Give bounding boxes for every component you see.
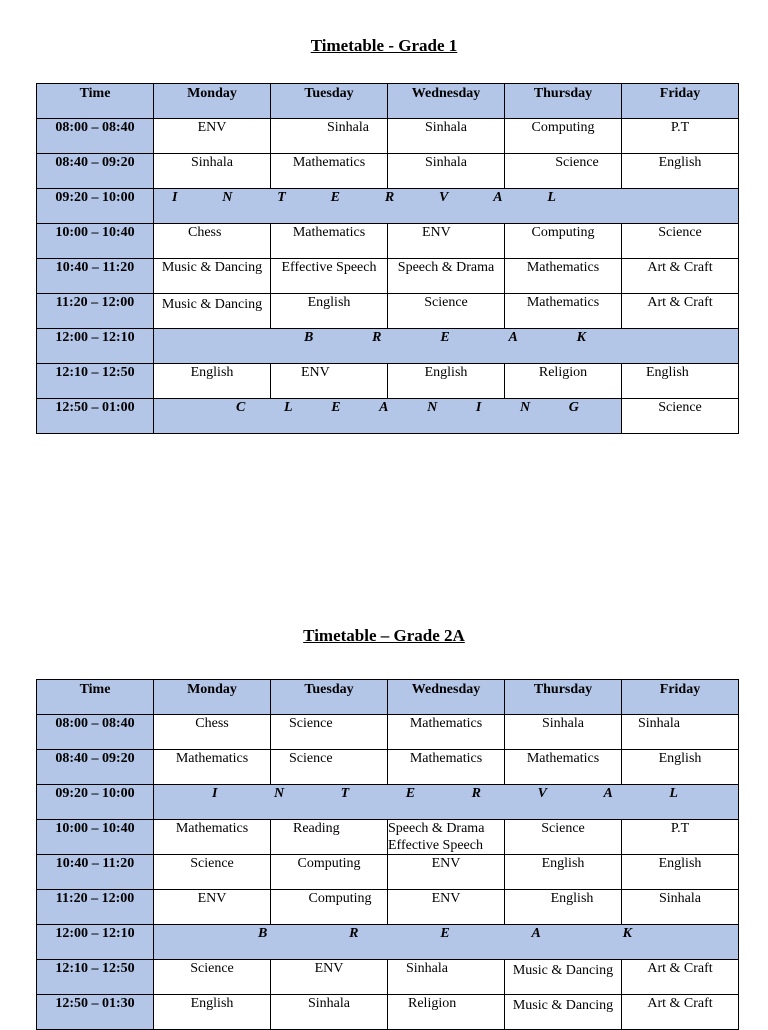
table-row bbox=[37, 715, 739, 750]
subject-cell: Mathematics bbox=[154, 820, 271, 855]
time-slot: 12:50 – 01:00 bbox=[37, 399, 154, 434]
subject-cell: English bbox=[622, 855, 739, 890]
band-letter: I bbox=[212, 786, 218, 801]
subject-cell: ENV bbox=[388, 890, 505, 925]
interval-row bbox=[37, 189, 739, 224]
band-letter: B bbox=[258, 926, 268, 941]
band-letter: N bbox=[427, 400, 438, 415]
subject-cell: Mathematics bbox=[505, 259, 622, 294]
band-letter: N bbox=[222, 190, 233, 205]
table-row bbox=[37, 820, 739, 855]
header-friday: Friday bbox=[622, 84, 739, 119]
subject-cell: English bbox=[271, 294, 388, 329]
band-letter: N bbox=[274, 786, 285, 801]
band-letter: E bbox=[440, 330, 450, 345]
table-row bbox=[37, 119, 739, 154]
time-slot: 08:00 – 08:40 bbox=[37, 119, 154, 154]
band-letter: K bbox=[622, 926, 632, 941]
subject-cell: English bbox=[622, 750, 739, 785]
subject-cell: Science bbox=[505, 154, 622, 189]
header-row bbox=[37, 680, 739, 715]
time-slot: 10:00 – 10:40 bbox=[37, 224, 154, 259]
subject-cell: Music & Dancing bbox=[154, 259, 271, 294]
subject-cell: Mathematics bbox=[505, 750, 622, 785]
break-band bbox=[154, 329, 739, 364]
time-slot: 12:00 – 12:10 bbox=[37, 925, 154, 960]
subject-cell: P.T bbox=[622, 820, 739, 855]
cleaning-row bbox=[37, 399, 739, 434]
band-letter: A bbox=[493, 190, 503, 205]
table-row bbox=[37, 890, 739, 925]
subject-cell: Computing bbox=[271, 855, 388, 890]
band-letter: K bbox=[576, 330, 586, 345]
table-row bbox=[37, 259, 739, 294]
time-slot: 09:20 – 10:00 bbox=[37, 189, 154, 224]
subject-cell: Sinhala bbox=[271, 119, 388, 154]
band-letter: E bbox=[331, 400, 341, 415]
subject-cell: ENV bbox=[271, 364, 388, 399]
break-row bbox=[37, 925, 739, 960]
subject-cell: Science bbox=[271, 715, 388, 750]
table-row bbox=[37, 154, 739, 189]
band-letter: L bbox=[283, 400, 293, 415]
table-row bbox=[37, 995, 739, 1030]
subject-cell: Religion bbox=[505, 364, 622, 399]
band-letter: C bbox=[236, 400, 246, 415]
subject-cell: Art & Craft bbox=[622, 960, 739, 995]
subject-cell: Music & Dancing bbox=[505, 995, 622, 1030]
header-monday: Monday bbox=[154, 84, 271, 119]
time-slot: 08:00 – 08:40 bbox=[37, 715, 154, 750]
subject-cell: English bbox=[388, 364, 505, 399]
subject-cell: ENV bbox=[271, 960, 388, 995]
subject-cell: Reading bbox=[271, 820, 388, 855]
interval-band bbox=[154, 189, 739, 224]
subject-cell: Mathematics bbox=[505, 294, 622, 329]
time-slot: 12:10 – 12:50 bbox=[37, 364, 154, 399]
subject-cell: Music & Dancing bbox=[505, 960, 622, 995]
subject-cell: Chess bbox=[154, 715, 271, 750]
table-row bbox=[37, 960, 739, 995]
subject-cell: Art & Craft bbox=[622, 259, 739, 294]
subject-cell: English bbox=[622, 154, 739, 189]
band-letter: R bbox=[384, 190, 395, 205]
band-letter: A bbox=[508, 330, 518, 345]
subject-cell: Sinhala bbox=[505, 715, 622, 750]
subject-cell: English bbox=[622, 364, 739, 399]
subject-cell: Science bbox=[271, 750, 388, 785]
time-slot: 11:20 – 12:00 bbox=[37, 294, 154, 329]
time-slot: 10:40 – 11:20 bbox=[37, 855, 154, 890]
subject-cell: Sinhala bbox=[154, 154, 271, 189]
subject-cell: Speech & Drama bbox=[388, 259, 505, 294]
header-tuesday: Tuesday bbox=[271, 680, 388, 715]
subject-cell: ENV bbox=[154, 890, 271, 925]
subject-cell: Sinhala bbox=[388, 154, 505, 189]
table-row bbox=[37, 224, 739, 259]
timetable-title: Timetable - Grade 1 bbox=[310, 36, 458, 55]
band-letter: R bbox=[372, 330, 382, 345]
band-letter: E bbox=[440, 926, 450, 941]
subject-cell: Sinhala bbox=[622, 890, 739, 925]
band-letter: G bbox=[568, 400, 579, 415]
header-friday: Friday bbox=[622, 680, 739, 715]
time-slot: 12:10 – 12:50 bbox=[37, 960, 154, 995]
time-slot: 12:00 – 12:10 bbox=[37, 329, 154, 364]
subject-cell: Computing bbox=[271, 890, 388, 925]
header-thursday: Thursday bbox=[505, 680, 622, 715]
subject-cell: Religion bbox=[388, 995, 505, 1030]
subject-cell: P.T bbox=[622, 119, 739, 154]
subject-cell: Mathematics bbox=[154, 750, 271, 785]
subject-cell: Mathematics bbox=[388, 715, 505, 750]
timetable-title: Timetable – Grade 2A bbox=[303, 626, 465, 645]
time-slot: 11:20 – 12:00 bbox=[37, 890, 154, 925]
subject-cell: Computing bbox=[505, 119, 622, 154]
header-monday: Monday bbox=[154, 680, 271, 715]
band-letter: V bbox=[537, 786, 547, 801]
time-slot: 09:20 – 10:00 bbox=[37, 785, 154, 820]
subject-cell: Science bbox=[622, 399, 739, 434]
header-time: Time bbox=[37, 84, 154, 119]
interval-band bbox=[154, 785, 739, 820]
subject-cell: Science bbox=[154, 855, 271, 890]
band-letter: B bbox=[304, 330, 314, 345]
subject-cell: Science bbox=[505, 820, 622, 855]
band-letter: R bbox=[471, 786, 482, 801]
band-letter: L bbox=[547, 190, 556, 205]
band-letter: A bbox=[531, 926, 541, 941]
band-letter: R bbox=[349, 926, 359, 941]
timetable-grade-1 bbox=[36, 83, 739, 434]
break-band bbox=[154, 925, 739, 960]
subject-cell: Computing bbox=[505, 224, 622, 259]
header-thursday: Thursday bbox=[505, 84, 622, 119]
cleaning-band bbox=[154, 399, 622, 434]
subject-cell: Sinhala bbox=[388, 119, 505, 154]
table-row bbox=[37, 855, 739, 890]
subject-cell: Effective Speech bbox=[271, 259, 388, 294]
time-slot: 12:50 – 01:30 bbox=[37, 995, 154, 1030]
band-letter: L bbox=[669, 786, 678, 801]
subject-cell: English bbox=[154, 995, 271, 1030]
header-tuesday: Tuesday bbox=[271, 84, 388, 119]
time-slot: 08:40 – 09:20 bbox=[37, 154, 154, 189]
band-letter: I bbox=[475, 400, 482, 415]
subject-cell: ENV bbox=[388, 855, 505, 890]
table-row bbox=[37, 294, 739, 329]
subject-cell: Science bbox=[622, 224, 739, 259]
subject-cell: English bbox=[505, 855, 622, 890]
subject-cell: English bbox=[505, 890, 622, 925]
subject-cell: Science bbox=[154, 960, 271, 995]
subject-cell: Speech & Drama Effective Speech bbox=[388, 820, 505, 855]
subject-cell: Sinhala bbox=[622, 715, 739, 750]
table-row bbox=[37, 750, 739, 785]
band-letter: V bbox=[439, 190, 449, 205]
band-letter: I bbox=[172, 190, 178, 205]
subject-cell: ENV bbox=[388, 224, 505, 259]
band-letter: T bbox=[340, 786, 350, 801]
time-slot: 10:00 – 10:40 bbox=[37, 820, 154, 855]
subject-cell: ENV bbox=[154, 119, 271, 154]
band-letter: A bbox=[603, 786, 613, 801]
subject-cell: Mathematics bbox=[271, 224, 388, 259]
subject-cell: Science bbox=[388, 294, 505, 329]
subject-cell: Sinhala bbox=[388, 960, 505, 995]
break-row bbox=[37, 329, 739, 364]
interval-row bbox=[37, 785, 739, 820]
header-time: Time bbox=[37, 680, 154, 715]
time-slot: 10:40 – 11:20 bbox=[37, 259, 154, 294]
subject-cell: Art & Craft bbox=[622, 294, 739, 329]
subject-cell: Mathematics bbox=[388, 750, 505, 785]
band-letter: T bbox=[277, 190, 286, 205]
header-wednesday: Wednesday bbox=[388, 84, 505, 119]
subject-cell: Art & Craft bbox=[622, 995, 739, 1030]
subject-cell: Mathematics bbox=[271, 154, 388, 189]
header-wednesday: Wednesday bbox=[388, 680, 505, 715]
subject-cell: Music & Dancing bbox=[154, 294, 271, 329]
header-row bbox=[37, 84, 739, 119]
band-letter: E bbox=[330, 190, 341, 205]
band-letter: A bbox=[379, 400, 389, 415]
subject-cell: English bbox=[154, 364, 271, 399]
table-row bbox=[37, 364, 739, 399]
timetable-grade-2a bbox=[36, 679, 739, 1030]
subject-cell: Sinhala bbox=[271, 995, 388, 1030]
subject-cell: Chess bbox=[154, 224, 271, 259]
band-letter: E bbox=[405, 786, 416, 801]
band-letter: N bbox=[520, 400, 531, 415]
time-slot: 08:40 – 09:20 bbox=[37, 750, 154, 785]
